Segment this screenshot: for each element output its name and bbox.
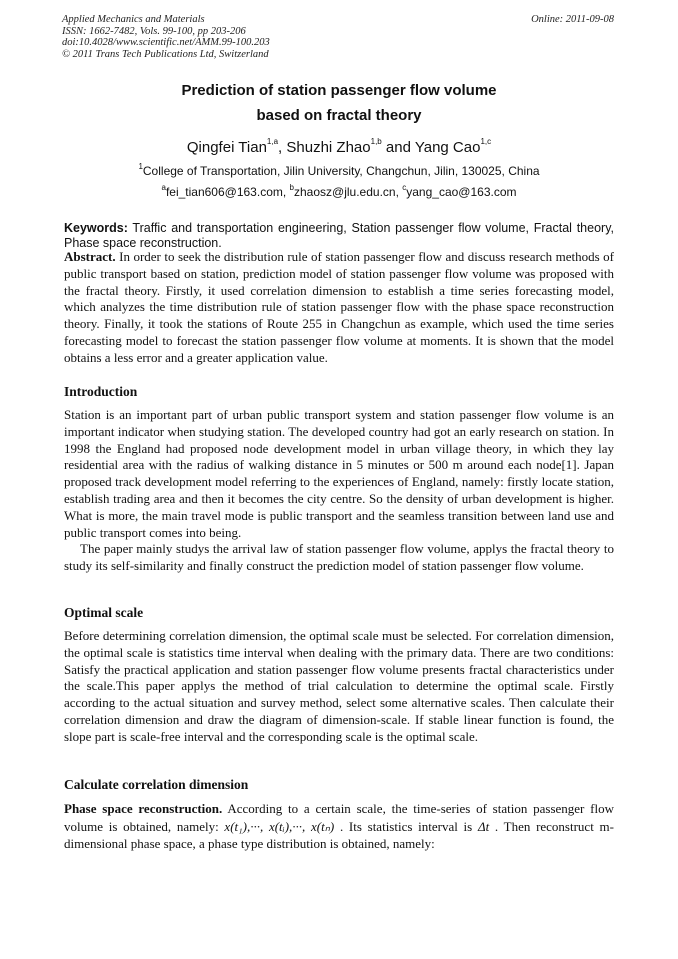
paragraph: The paper mainly studys the arrival law of station passenger flow volume, applys the fractal theory to study its self-similarity and finally construct the prediction model of station passenger flow volume. xyxy=(64,541,614,574)
keywords xyxy=(64,221,614,251)
formula: Δt xyxy=(477,818,490,834)
section-heading-optimal-scale: Optimal scale xyxy=(64,605,144,620)
email: yang_cao@163.com xyxy=(406,185,517,199)
section-heading-correlation: Calculate correlation dimension xyxy=(64,777,249,792)
email-sup: b xyxy=(289,183,294,192)
email: fei_tian606@163.com xyxy=(165,185,283,199)
journal-issn: ISSN: 1662-7482, Vols. 99-100, pp 203-206 xyxy=(62,25,246,37)
author-list xyxy=(0,139,678,156)
email: zhaosz@jlu.edu.cn xyxy=(294,185,396,199)
email-separator: , xyxy=(395,185,403,199)
author-sup: 1,a xyxy=(266,137,279,146)
email-list xyxy=(0,185,678,199)
author-and: and xyxy=(381,139,415,156)
author-name: Yang Cao xyxy=(414,139,481,156)
journal-name: Applied Mechanics and Materials xyxy=(62,14,205,25)
email-sup: c xyxy=(402,183,407,192)
paper-title-line-2: based on fractal theory xyxy=(256,107,422,124)
affiliation xyxy=(0,164,678,178)
paper-title-line-1: Prediction of station passenger flow volume xyxy=(181,82,497,99)
email-separator: , xyxy=(282,185,290,199)
online-date: Online: 2011-09-08 xyxy=(531,14,614,25)
abstract-text: In order to seek the distribution rule of station passenger flow and discuss research methods of public transport based on station, prediction model of station passenger flow volume was proposed with the fractal theory. Firstly, it used correlation dimension to establish a time series forecasting model, which analyzes the time distribution rule of station passenger flow with the phase space reconstruction theory. Finally, it took the stations of Route 255 in Changchun as example, which used the time series forecasting model to forecast the station passenger flow volume at moments. It is shown that the model obtains a less error and a greater application value. xyxy=(64,249,614,365)
body-text: . Then reconstruct m-dimensional phase space, a phase type distribution is obtained, namely: xyxy=(64,818,614,851)
journal-copyright: © 2011 Trans Tech Publications Ltd, Switzerland xyxy=(62,48,269,60)
affiliation-sup: 1 xyxy=(138,162,143,171)
journal-header xyxy=(62,14,270,60)
journal-doi: doi:10.4028/www.scientific.net/AMM.99-100.203 xyxy=(62,37,270,48)
author-separator: , xyxy=(278,139,287,156)
author-sup: 1,c xyxy=(480,137,492,146)
author-sup: 1,b xyxy=(370,137,382,146)
author-name: Qingfei Tian xyxy=(186,139,267,156)
introduction-body xyxy=(64,407,614,575)
body-text: According to a certain scale, the time-series of station passenger flow volume is obtained, namely: xyxy=(64,801,614,834)
abstract-label: Abstract. xyxy=(64,249,116,264)
paragraph: Before determining correlation dimension, the optimal scale must be selected. For correlation dimension, the optimal scale is statistics time interval when dealing with the primary data. There are two conditions: Satisfy the practical application and station passenger flow volume presents fractal characteristics under the scale.This paper applys the method of trial calculation to determine the optimal scale. Firstly according to the actual situation and survey method, select some alternative scales. Then calculate their correlation dimension and draw the diagram of dimension-scale. If stable linear function is found, the slope part is scale-free interval and the corresponding scale is the optimal scale. xyxy=(64,628,614,744)
formula: x(t₁),···, x(tᵢ),···, x(tₙ) xyxy=(224,818,335,834)
paragraph: Station is an important part of urban public transport system and station passenger flow volume is an important indicator when studying station. The developed country had got an early research on station. In 1998 the England had proposed node development model in urban village theory, in which they lay residential area with the radius of walking distance in 5 minutes or 500 m around each node[1]. Japan proposed track development model referring to the experiences of England, namely: firstly locate station, establish trading area and then it becomes the city centre. So the density of urban development is higher. What is more, the main travel mode is public transport and the seamless transition between land use and public transport comes into being. xyxy=(64,407,614,540)
section-heading-introduction: Introduction xyxy=(64,384,138,399)
abstract xyxy=(64,249,614,367)
subsection-label: Phase space reconstruction. xyxy=(64,801,223,816)
email-sup: a xyxy=(161,183,166,192)
affiliation-text: College of Transportation, Jilin University, Changchun, Jilin, 130025, China xyxy=(142,164,540,178)
keywords-text: Traffic and transportation engineering, Station passenger flow volume, Fractal theory, Phase space reconstruction. xyxy=(64,221,614,250)
keywords-label: Keywords: xyxy=(64,221,128,235)
author-name: Shuzhi Zhao xyxy=(286,139,371,156)
correlation-body xyxy=(64,800,614,853)
body-text: . Its statistics interval is xyxy=(334,818,478,834)
optimal-scale-body xyxy=(64,628,614,746)
